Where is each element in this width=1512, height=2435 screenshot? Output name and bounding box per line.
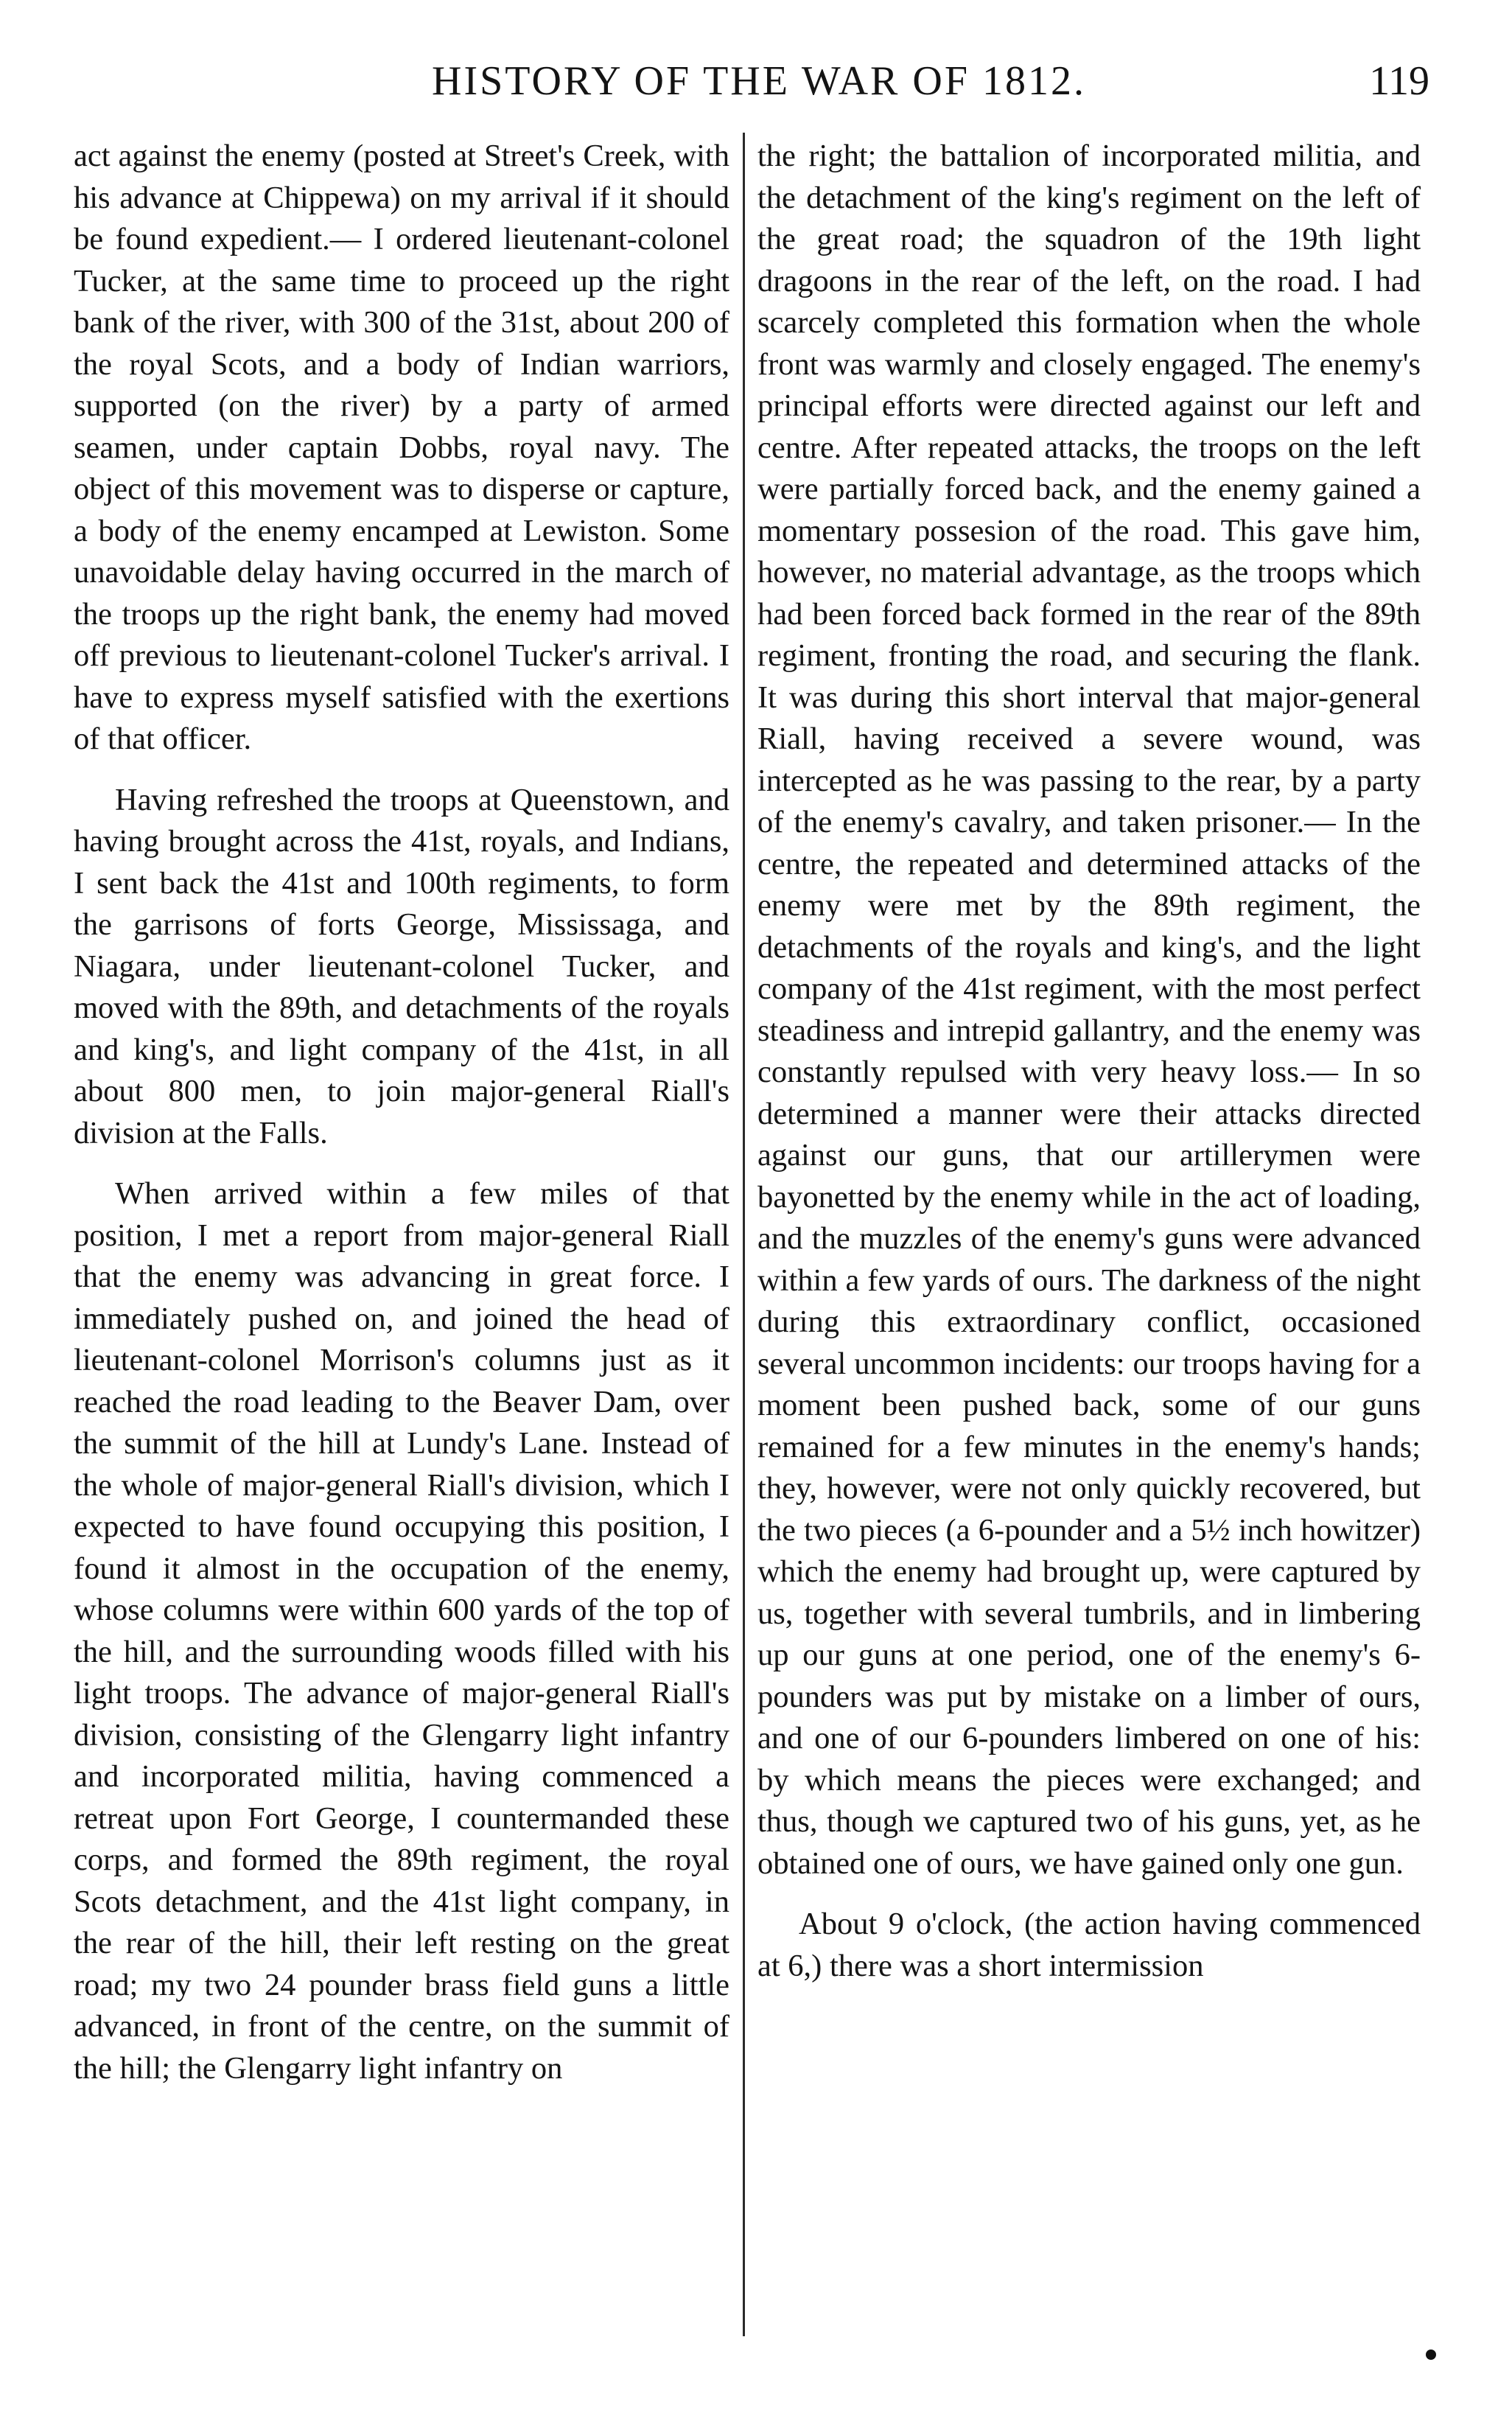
ink-dot (1426, 2350, 1436, 2360)
column-rule (743, 133, 745, 2336)
page-number: 119 (1369, 58, 1429, 104)
running-title: HISTORY OF THE WAR OF 1812. (432, 58, 1086, 104)
paragraph: When arrived within a few miles of that position, I met a report from major-general Riall that the enemy was advancing in great force. I immediately pushed on, and joined the head of lieutenant-colonel Morrison's columns just as it reached the road leading to the Beaver Dam, over the summit of the hill at Lundy's Lane. Instead of the whole of major-general Riall's division, which I expected to have found occupying this position, I found it almost in the occupation of the enemy, whose columns were within 600 yards of the top of the hill, and the surrounding woods filled with his light troops. The advance of major-general Riall's division, consisting of the Glengarry light infantry and incorporated militia, having commenced a retreat upon Fort George, I countermanded these corps, and formed the 89th regiment, the royal Scots detachment, and the 41st light company, in the rear of the hill, their left resting on the great road; my two 24 pounder brass field guns a little advanced, in front of the centre, on the summit of the hill; the Glengarry light infantry on (74, 1176, 729, 2086)
running-head (81, 52, 1437, 111)
paragraph: act against the enemy (posted at Street's Creek, with his advance at Chippewa) on my arrival if it should be found expedient.— I ordered lieutenant-colonel Tucker, at the same time to proceed up the right bank of the river, with 300 of the 31st, about 200 of the royal Scots, and a body of Indian warriors, supported (on the river) by a party of armed seamen, under captain Dobbs, royal navy. The object of this movement was to disperse or capture, a body of the enemy encamped at Lewiston. Some unavoidable delay having occurred in the march of the troops up the right bank, the enemy had moved off previous to lieutenant-colonel Tucker's arrival. I have to express myself satisfied with the exertions of that officer. (74, 139, 729, 756)
paragraph: Having refreshed the troops at Queenstown, and having brought across the 41st, royals, and Indians, I sent back the 41st and 100th regiments, to form the garrisons of forts George, Mississaga, and Niagara, under lieutenant-colonel Tucker, and moved with the 89th, and detachments of the royals and king's, and light company of the 41st, in all about 800 men, to join major-general Riall's division at the Falls. (74, 782, 729, 1150)
right-column (757, 133, 1421, 2344)
left-column (74, 133, 729, 2344)
paragraph: the right; the battalion of incorporated militia, and the detachment of the king's regiment on the left of the great road; the squadron of the 19th light dragoons in the rear of the left, on the road. I had scarcely completed this formation when the whole front was warmly and closely engaged. The enemy's principal efforts were directed against our left and centre. After repeated attacks, the troops on the left were partially forced back, and the enemy gained a momentary possesion of the road. This gave him, however, no material advantage, as the troops which had been forced back formed in the rear of the 89th regiment, fronting the road, and securing the flank. It was during this short interval that major-general Riall, having received a severe wound, was intercepted as he was passing to the rear, by a party of the enemy's cavalry, and taken prisoner.— In the centre, the repeated and determined attacks of the enemy were met by the 89th regiment, the detachments of the royals and king's, and the light company of the 41st regiment, with the most perfect steadiness and intrepid gallantry, and the enemy was constantly repulsed with very heavy loss.— In so determined a manner were their attacks directed against our guns, that our artillerymen were bayonetted by the enemy while in the act of loading, and the muzzles of the enemy's guns were advanced within a few yards of ours. The darkness of the night during this extraordinary conflict, occasioned several uncommon incidents: our troops having for a moment been pushed back, some of our guns remained for a few minutes in the enemy's hands; they, however, were not only quickly recovered, but the two pieces (a 6-pounder and a 5½ inch howitzer) which the enemy had brought up, were captured by us, together with several tumbrils, and in limbering up our guns at one period, one of the enemy's 6-pounders was put by mistake on a limber of ours, and one of our 6-pounders limbered on one of his: by which means the pieces were exchanged; and thus, though we captured two of his guns, yet, as he obtained one of ours, we have gained only one gun. (757, 139, 1421, 1881)
paragraph: About 9 o'clock, (the action having commenced at 6,) there was a short intermission (757, 1907, 1421, 1983)
